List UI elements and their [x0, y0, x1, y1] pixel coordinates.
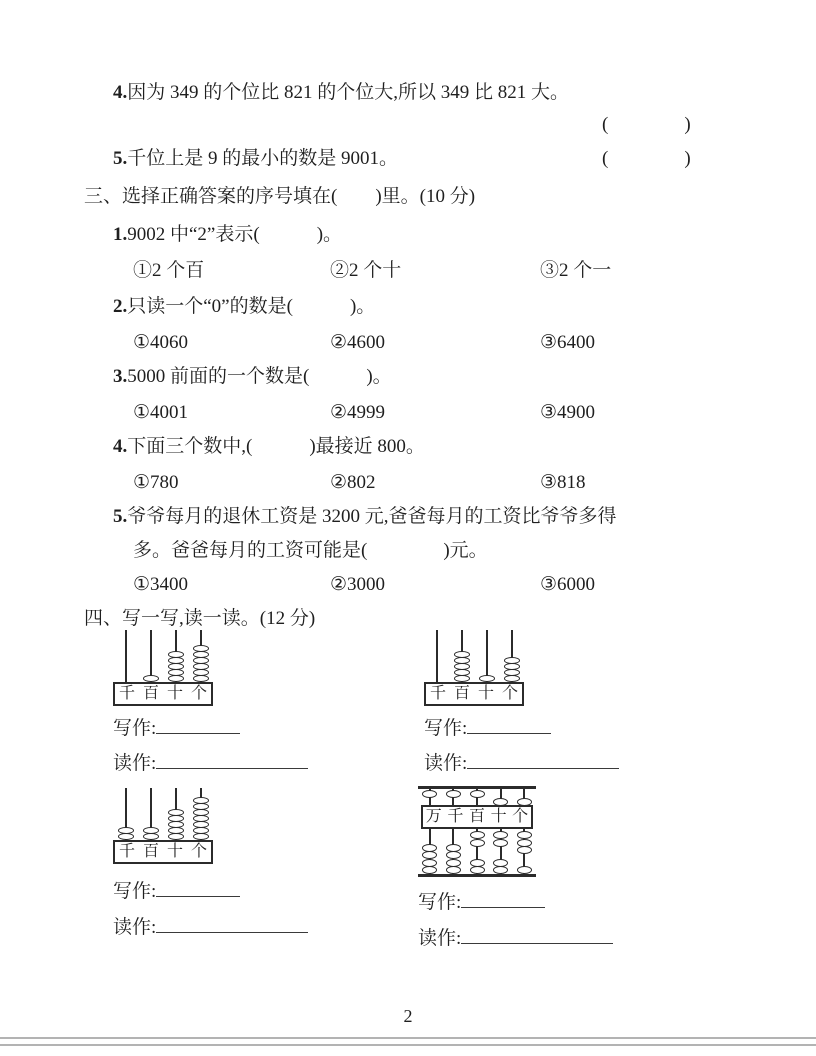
judgment-5-text: 千位上是 9 的最小的数是 9001。	[127, 148, 399, 169]
abacus-column-label: 千	[118, 685, 135, 702]
abacus-bottom-bar	[418, 874, 536, 877]
read-as-label: 读作:	[418, 928, 462, 949]
abacus-1	[113, 630, 213, 706]
abacus-bead	[493, 831, 508, 839]
abacus-column-label: 百	[453, 685, 470, 702]
abacus-column-label: 万	[425, 808, 442, 825]
choice-question-1	[113, 222, 342, 248]
choice-question-5	[113, 504, 617, 530]
choice-3-text: 5000 前面的一个数是( )。	[127, 366, 392, 387]
abacus-bead	[470, 859, 485, 867]
choice-3-options	[133, 400, 595, 426]
judgment-item-4	[113, 80, 569, 106]
option-3: ③4900	[540, 402, 596, 423]
write-as-label: 写作:	[113, 718, 157, 739]
read-as-label: 读作:	[424, 753, 468, 774]
read-as-label: 读作:	[113, 917, 157, 938]
option-2: ②4999	[330, 402, 386, 423]
footer-rule-top	[0, 1037, 816, 1039]
abacus-column-label: 十	[477, 685, 494, 702]
abacus-4	[418, 786, 536, 877]
write-answer-blank[interactable]	[461, 892, 545, 908]
abacus-column-label: 十	[166, 685, 183, 702]
option-3: ③818	[540, 472, 586, 493]
choice-question-2	[113, 294, 375, 320]
abacus-problem-4	[418, 786, 648, 952]
choice-4-text: 下面三个数中,( )最接近 800。	[127, 436, 425, 457]
abacus-problem-2	[424, 630, 654, 777]
judgment-5-answer-paren[interactable]: ( )	[602, 148, 691, 169]
abacus-bead	[470, 831, 485, 839]
question-number: 5.	[113, 148, 128, 169]
read-answer-blank[interactable]	[156, 753, 308, 769]
question-number: 1.	[113, 224, 128, 245]
choice-2-options	[133, 330, 595, 356]
abacus-column-label: 个	[190, 843, 207, 860]
abacus-bead	[517, 831, 532, 839]
abacus-column-label: 百	[142, 685, 159, 702]
abacus-column-label: 十	[490, 808, 507, 825]
abacus-bead	[168, 675, 184, 682]
abacus-bead	[422, 866, 437, 874]
option-1: ①4060	[133, 332, 189, 353]
abacus-bead	[446, 866, 461, 874]
write-answer-blank[interactable]	[467, 718, 551, 734]
page-number: 2	[403, 1006, 413, 1026]
option-3: ③6400	[540, 332, 596, 353]
abacus-column-label: 千	[118, 843, 135, 860]
option-1: ①3400	[133, 574, 189, 595]
option-1: ①2 个百	[133, 260, 205, 281]
abacus-bead	[454, 675, 470, 682]
question-number: 4.	[113, 82, 128, 103]
option-3: ③6000	[540, 574, 596, 595]
abacus-bead	[422, 851, 437, 859]
write-answer-blank[interactable]	[156, 881, 240, 897]
abacus-place-label-box	[421, 805, 533, 829]
abacus-column-label: 个	[190, 685, 207, 702]
abacus-bead	[493, 859, 508, 867]
read-answer-blank[interactable]	[156, 917, 308, 933]
abacus-column-label: 千	[429, 685, 446, 702]
abacus-rod	[125, 630, 127, 684]
abacus-place-label-box	[113, 840, 213, 864]
abacus-problem-3	[113, 788, 343, 941]
write-row	[418, 890, 648, 916]
abacus-bead	[422, 844, 437, 852]
abacus-bead	[493, 839, 508, 847]
judgment-item-5	[113, 146, 398, 172]
abacus-column-label: 千	[447, 808, 464, 825]
abacus-column-label: 个	[501, 685, 518, 702]
abacus-2	[424, 630, 524, 706]
abacus-3	[113, 788, 213, 864]
abacus-column-label: 百	[468, 808, 485, 825]
question-number: 5.	[113, 506, 128, 527]
option-2: ②2 个十	[330, 260, 402, 281]
write-as-label: 写作:	[113, 881, 157, 902]
read-row	[113, 915, 343, 941]
abacus-rod	[436, 630, 438, 684]
abacus-bead	[446, 851, 461, 859]
abacus-bead	[446, 790, 461, 798]
abacus-column-label: 百	[142, 843, 159, 860]
question-number: 2.	[113, 296, 128, 317]
write-row	[424, 716, 654, 742]
write-row	[113, 716, 343, 742]
write-row	[113, 879, 343, 905]
abacus-bead	[168, 833, 184, 840]
read-answer-blank[interactable]	[467, 753, 619, 769]
abacus-bead	[446, 859, 461, 867]
question-number: 3.	[113, 366, 128, 387]
choice-1-text: 9002 中“2”表示( )。	[127, 224, 343, 245]
abacus-column-label: 个	[512, 808, 529, 825]
abacus-bead	[470, 790, 485, 798]
question-number: 4.	[113, 436, 128, 457]
option-2: ②802	[330, 472, 376, 493]
abacus-bead	[517, 846, 532, 854]
write-answer-blank[interactable]	[156, 718, 240, 734]
abacus-bead	[479, 675, 495, 682]
abacus-problem-1	[113, 630, 343, 777]
abacus-bead	[493, 866, 508, 874]
abacus-bead	[118, 833, 134, 840]
section4-heading: 四、写一写,读一读。(12 分)	[84, 608, 316, 629]
abacus-bead	[422, 790, 437, 798]
choice-5-text-line2: 多。爸爸每月的工资可能是( )元。	[133, 540, 488, 561]
write-as-label: 写作:	[418, 892, 462, 913]
judgment-4-text: 因为 349 的个位比 821 的个位大,所以 349 比 821 大。	[127, 82, 570, 103]
abacus-bead	[517, 866, 532, 874]
choice-4-options	[133, 470, 586, 496]
option-2: ②3000	[330, 574, 386, 595]
choice-question-4	[113, 434, 425, 460]
judgment-4-answer-paren[interactable]: ( )	[602, 114, 691, 135]
abacus-bead	[143, 833, 159, 840]
abacus-column-label: 十	[166, 843, 183, 860]
abacus-bead	[470, 866, 485, 874]
choice-5-options	[133, 572, 595, 598]
choice-5-text-line1: 爷爷每月的退休工资是 3200 元,爸爸每月的工资比爷爷多得	[127, 506, 617, 527]
choice-2-text: 只读一个“0”的数是( )。	[127, 296, 376, 317]
abacus-bead	[193, 833, 209, 840]
read-row	[418, 926, 648, 952]
read-row	[113, 751, 343, 777]
abacus-bead	[143, 675, 159, 682]
option-1: ①4001	[133, 402, 189, 423]
abacus-bead	[193, 675, 209, 682]
choice-1-options	[133, 258, 611, 284]
read-answer-blank[interactable]	[461, 928, 613, 944]
option-1: ①780	[133, 472, 179, 493]
option-3: ③2 个一	[540, 260, 612, 281]
footer-rule-bottom	[0, 1044, 816, 1046]
write-as-label: 写作:	[424, 718, 468, 739]
option-2: ②4600	[330, 332, 386, 353]
abacus-bead	[422, 859, 437, 867]
abacus-bead	[446, 844, 461, 852]
read-row	[424, 751, 654, 777]
abacus-bead	[504, 675, 520, 682]
read-as-label: 读作:	[113, 753, 157, 774]
abacus-bead	[470, 839, 485, 847]
choice-question-3	[113, 364, 392, 390]
abacus-place-label-box	[424, 682, 524, 706]
section3-heading: 三、选择正确答案的序号填在( )里。(10 分)	[84, 186, 476, 207]
abacus-place-label-box	[113, 682, 213, 706]
